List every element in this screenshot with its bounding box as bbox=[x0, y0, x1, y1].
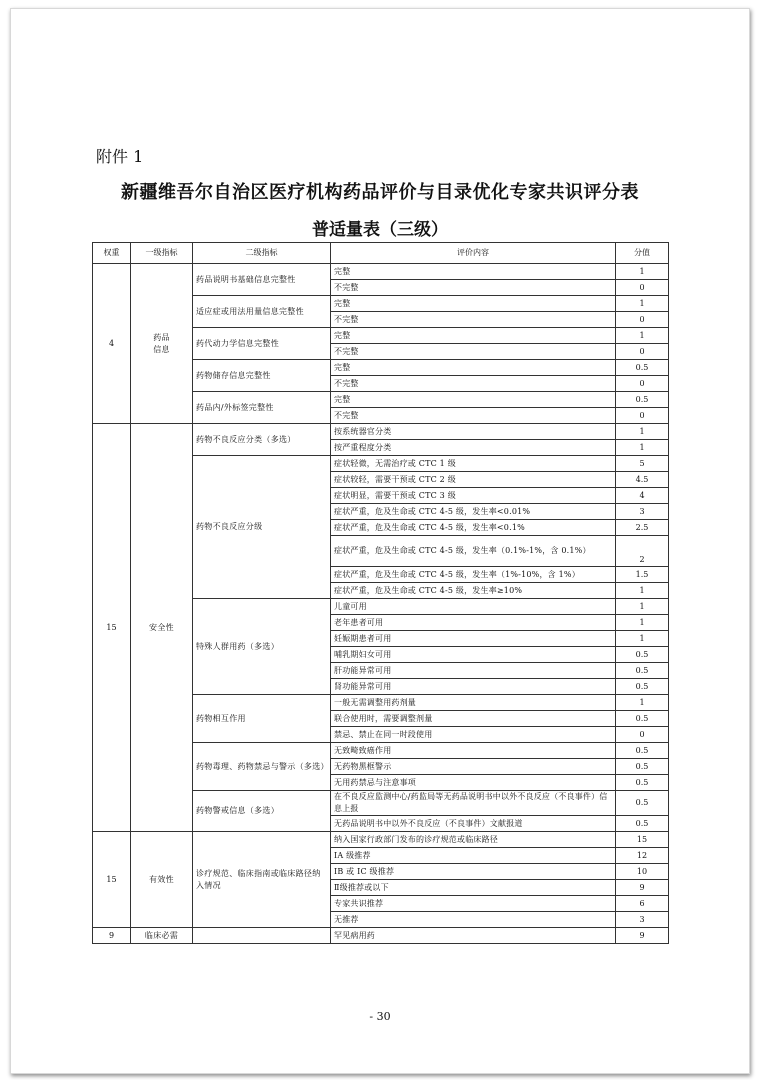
safety-score: 0.5 bbox=[616, 743, 669, 759]
safety-score: 5 bbox=[616, 456, 669, 472]
safety-score: 1 bbox=[616, 424, 669, 440]
efficacy-score: 3 bbox=[616, 912, 669, 928]
safety-score: 0.5 bbox=[616, 663, 669, 679]
safety-score: 4.5 bbox=[616, 472, 669, 488]
efficacy-level1: 有效性 bbox=[131, 832, 193, 928]
drug-info-score: 0 bbox=[616, 344, 669, 360]
drug-info-content: 完整 bbox=[331, 392, 616, 408]
drug-info-score: 0.5 bbox=[616, 360, 669, 376]
clinical-need-content: 罕见病用药 bbox=[331, 928, 616, 944]
efficacy-weight: 15 bbox=[93, 832, 131, 928]
drug-info-content: 完整 bbox=[331, 296, 616, 312]
efficacy-content: 专家共识推荐 bbox=[331, 896, 616, 912]
efficacy-content: IB 或 IC 级推荐 bbox=[331, 864, 616, 880]
safety-level2-2: 特殊人群用药（多选） bbox=[193, 599, 331, 695]
safety-content: 儿童可用 bbox=[331, 599, 616, 615]
safety-level2-3: 药物相互作用 bbox=[193, 695, 331, 743]
drug-info-level1: 药品 信息 bbox=[131, 264, 193, 424]
safety-score: 1 bbox=[616, 631, 669, 647]
header-level1: 一级指标 bbox=[131, 243, 193, 264]
safety-content: 症状严重，危及生命或 CTC 4-5 级，发生率<0.1% bbox=[331, 520, 616, 536]
drug-info-score: 1 bbox=[616, 328, 669, 344]
safety-score: 1 bbox=[616, 583, 669, 599]
drug-info-score: 0 bbox=[616, 408, 669, 424]
efficacy-score: 10 bbox=[616, 864, 669, 880]
safety-content: 肾功能异常可用 bbox=[331, 679, 616, 695]
safety-score: 0.5 bbox=[616, 816, 669, 832]
safety-content: 哺乳期妇女可用 bbox=[331, 647, 616, 663]
efficacy-score: 9 bbox=[616, 880, 669, 896]
table-header-row bbox=[93, 243, 669, 264]
drug-info-weight: 4 bbox=[93, 264, 131, 424]
efficacy-score: 6 bbox=[616, 896, 669, 912]
safety-content: 症状较轻，需要干预或 CTC 2 级 bbox=[331, 472, 616, 488]
safety-weight: 15 bbox=[93, 424, 131, 832]
header-level2: 二级指标 bbox=[193, 243, 331, 264]
safety-score: 1 bbox=[616, 599, 669, 615]
drug-info-level2-4: 药品内/外标签完整性 bbox=[193, 392, 331, 424]
efficacy-content: 无推荐 bbox=[331, 912, 616, 928]
drug-info-score: 0.5 bbox=[616, 392, 669, 408]
annex-label: 附件 1 bbox=[96, 147, 144, 166]
safety-score: 3 bbox=[616, 504, 669, 520]
safety-score: 1 bbox=[616, 615, 669, 631]
drug-info-content: 不完整 bbox=[331, 280, 616, 296]
safety-content: 症状严重，危及生命或 CTC 4-5 级，发生率（1%-10%，含 1%） bbox=[331, 567, 616, 583]
table-row bbox=[93, 832, 669, 848]
safety-score: 0.5 bbox=[616, 775, 669, 791]
safety-score: 0 bbox=[616, 727, 669, 743]
header-weight: 权重 bbox=[93, 243, 131, 264]
drug-info-content: 不完整 bbox=[331, 344, 616, 360]
safety-score: 4 bbox=[616, 488, 669, 504]
clinical-need-level1: 临床必需 bbox=[131, 928, 193, 944]
safety-content: 禁忌、禁止在同一时段使用 bbox=[331, 727, 616, 743]
clinical-need-weight: 9 bbox=[93, 928, 131, 944]
header-score: 分值 bbox=[616, 243, 669, 264]
table-body bbox=[93, 264, 669, 944]
safety-content: 联合使用时，需要调整剂量 bbox=[331, 711, 616, 727]
drug-info-content: 不完整 bbox=[331, 376, 616, 392]
safety-content: 无用药禁忌与注意事项 bbox=[331, 775, 616, 791]
safety-score: 0.5 bbox=[616, 791, 669, 816]
document-subtitle: 普适量表（三级） bbox=[312, 220, 448, 240]
safety-score: 0.5 bbox=[616, 679, 669, 695]
safety-content: 肝功能异常可用 bbox=[331, 663, 616, 679]
drug-info-content: 不完整 bbox=[331, 312, 616, 328]
drug-info-score: 1 bbox=[616, 264, 669, 280]
safety-score: 0.5 bbox=[616, 711, 669, 727]
drug-info-content: 不完整 bbox=[331, 408, 616, 424]
drug-info-score: 1 bbox=[616, 296, 669, 312]
safety-content: 症状严重，危及生命或 CTC 4-5 级，发生率<0.01% bbox=[331, 504, 616, 520]
safety-content: 无药物黑框警示 bbox=[331, 759, 616, 775]
safety-score: 2.5 bbox=[616, 520, 669, 536]
table-row bbox=[93, 928, 669, 944]
efficacy-level2-0: 诊疗规范、临床指南或临床路径纳入情况 bbox=[193, 832, 331, 928]
safety-score: 1 bbox=[616, 695, 669, 711]
drug-info-level2-2: 药代动力学信息完整性 bbox=[193, 328, 331, 360]
safety-content: 老年患者可用 bbox=[331, 615, 616, 631]
safety-content: 症状严重，危及生命或 CTC 4-5 级，发生率（0.1%-1%，含 0.1%） bbox=[331, 536, 616, 567]
safety-level1: 安全性 bbox=[131, 424, 193, 832]
drug-info-score: 0 bbox=[616, 376, 669, 392]
efficacy-content: Ⅱ级推荐或以下 bbox=[331, 880, 616, 896]
efficacy-content: IA 级推荐 bbox=[331, 848, 616, 864]
safety-level2-5: 药物警戒信息（多选） bbox=[193, 791, 331, 832]
safety-score: 1 bbox=[616, 440, 669, 456]
safety-content: 按严重程度分类 bbox=[331, 440, 616, 456]
drug-info-content: 完整 bbox=[331, 360, 616, 376]
clinical-need-level2-0 bbox=[193, 928, 331, 944]
efficacy-score: 12 bbox=[616, 848, 669, 864]
page-number: - 30 bbox=[369, 1010, 391, 1023]
safety-content: 症状明显，需要干预或 CTC 3 级 bbox=[331, 488, 616, 504]
drug-info-level2-1: 适应症或用法用量信息完整性 bbox=[193, 296, 331, 328]
document-title: 新疆维吾尔自治区医疗机构药品评价与目录优化专家共识评分表 bbox=[121, 182, 639, 203]
safety-level2-1: 药物不良反应分级 bbox=[193, 456, 331, 599]
safety-content: 症状严重，危及生命或 CTC 4-5 级，发生率≥10% bbox=[331, 583, 616, 599]
table-row bbox=[93, 424, 669, 440]
safety-content: 在不良反应监测中心/药监局等无药品说明书中以外不良反应（不良事件）信息上报 bbox=[331, 791, 616, 816]
efficacy-score: 15 bbox=[616, 832, 669, 848]
drug-info-level2-0: 药品说明书基础信息完整性 bbox=[193, 264, 331, 296]
safety-content: 妊娠期患者可用 bbox=[331, 631, 616, 647]
safety-level2-4: 药物毒理、药物禁忌与警示（多选） bbox=[193, 743, 331, 791]
drug-info-score: 0 bbox=[616, 280, 669, 296]
drug-info-content: 完整 bbox=[331, 328, 616, 344]
header-content: 评价内容 bbox=[331, 243, 616, 264]
efficacy-content: 纳入国家行政部门发布的诊疗规范或临床路径 bbox=[331, 832, 616, 848]
clinical-need-score: 9 bbox=[616, 928, 669, 944]
drug-info-content: 完整 bbox=[331, 264, 616, 280]
safety-content: 无药品说明书中以外不良反应（不良事件）文献报道 bbox=[331, 816, 616, 832]
safety-score: 0.5 bbox=[616, 759, 669, 775]
safety-content: 症状轻微，无需治疗或 CTC 1 级 bbox=[331, 456, 616, 472]
safety-score: 2 bbox=[616, 536, 669, 567]
safety-score: 0.5 bbox=[616, 647, 669, 663]
safety-content: 一般无需调整用药剂量 bbox=[331, 695, 616, 711]
safety-level2-0: 药物不良反应分类（多选） bbox=[193, 424, 331, 456]
table-row bbox=[93, 264, 669, 280]
safety-score: 1.5 bbox=[616, 567, 669, 583]
drug-info-score: 0 bbox=[616, 312, 669, 328]
safety-content: 无致畸致癌作用 bbox=[331, 743, 616, 759]
scoring-table bbox=[92, 242, 669, 944]
safety-content: 按系统器官分类 bbox=[331, 424, 616, 440]
drug-info-level2-3: 药物储存信息完整性 bbox=[193, 360, 331, 392]
